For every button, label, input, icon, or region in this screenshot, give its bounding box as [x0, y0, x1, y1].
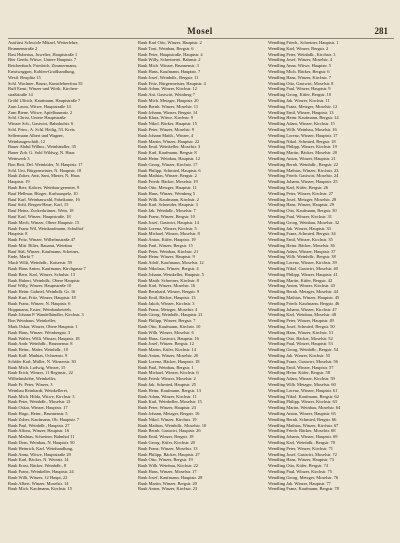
directory-entry: Wendling Jak. Winzer, Hauptstr. 33: [268, 225, 331, 231]
directory-entry: Rauh Josef, Winzer, Bergstr. 12: [138, 341, 194, 347]
directory-entry: Wendling Mathias, Winzer, Hauptstr. 45: [268, 295, 340, 301]
directory-entry: Mach Willi, Weinhdlr., Kaiserstr. 59: [8, 260, 72, 266]
directory-entry: Rauh Friedr. Bäcker, Moselstr. 19: [138, 179, 198, 185]
directory-entry: Wendling Anton, Winzer, Kirchstr. 43: [268, 283, 335, 289]
directory-entry: Rauh Franz, Winzer, N. Hauptstr. 6: [8, 300, 71, 306]
directory-entry: Rauh Philipp, Bäcker, Hauptstr. 27: [138, 451, 200, 457]
directory-entry: Sellermann Albert und Wagner,: [8, 132, 64, 138]
directory-entry: Rauf Karl, Winzer, Hauptstraße, 18: [8, 213, 71, 219]
directory-entry: Rauh Hans Anton, Kaufmann, Kirchgasse 7: [8, 266, 86, 272]
directory-entry: Rauh Peter, Weinbau, Kirchstr. 21: [138, 248, 199, 254]
directory-entry: Rauh Martin, Winzer, Bergstr. 20: [138, 480, 197, 486]
directory-entry: Rauh Fr. Peter, Winzer, 3: [8, 382, 53, 388]
directory-entry: Rauh Dom, Weinbau, N. Hauptstr. 50: [8, 439, 75, 445]
directory-entry: Rauh Mitt. Bilter, Bauamt, Weinbau: [8, 242, 72, 248]
directory-entry: Rauh Heinr. Kaufmann, Bergstr. 13: [138, 387, 201, 393]
directory-entry: Rauh Adam, Winzer, Kirchstr. 12: [138, 86, 197, 92]
directory-entry: Wendling Josef, Winzer, Moselstr. 4: [268, 57, 332, 63]
directory-entry: Rauh Wilh. Weinbau, Kirchstr. 22: [138, 463, 198, 469]
directory-entry: Wendling Karl, Weinhdlr., Bergstr. 70: [268, 439, 335, 445]
directory-entry: Wendling Lorenz, Winzer, Hauptstr. 17: [268, 132, 338, 138]
directory-entry: Ruff Ernst, Winzer und Wirth, Kirchen-: [8, 86, 79, 92]
directory-entry: Wendling Emil, Winzer, Hauptstr. 57: [268, 364, 334, 370]
directory-entry: Rauh Karl, Kaufmann, Bergstr. 8: [138, 150, 197, 156]
directory-entry: Rauh Wilh. Winzer, Moselstr. 6: [138, 329, 194, 335]
directory-entry: Weinbaugeschäft, 12: [8, 138, 46, 144]
directory-entry: Wendling Karl, Weinbau, Moselstr. 48: [268, 312, 336, 318]
directory-entry: Rauh Wilh. Kaufmann, Kirchstr. 2: [138, 196, 199, 202]
directory-entry: Rauh Anton, Winzer, Moselstr. 20: [138, 353, 199, 359]
directory-entry: Rauh Adam, Winzer, Kirchstr. 11: [138, 393, 197, 399]
directory-entry: Schl. Wachner, Bruno, Kunstlehrerfrau 55: [8, 80, 83, 86]
directory-entry: Rauh Klara, Witwe, Kirchstr. 9: [138, 115, 193, 121]
directory-entry: Wendling Peter, Winzer, Hauptstr. 49: [268, 318, 334, 324]
column-1: [8, 40, 134, 537]
directory-entry: Rauf Karl, Weinbauwald, Fabrikante, 16: [8, 196, 80, 202]
directory-entry: Rauh Lorenz, Bäcker, Hauptstr. 18: [138, 358, 200, 364]
directory-entry: Ernstwaggon, Kohlen-Großhandlung,: [8, 68, 75, 74]
directory-entry: Rauh Emil, Bäcker, Hauptstr. 13: [138, 295, 196, 301]
directory-entry: Rauh Philipp, Winzer, Bergstr. 7: [138, 318, 196, 324]
directory-entry: Rauh Michael, Winzer, Moselstr. 8: [138, 231, 200, 237]
directory-entry: Rauh Hubert, Weinhdlr., Obere Hauptstr.: [8, 277, 81, 283]
directory-entry: Wendling Anton, Winzer, Hauptstr. 21: [268, 155, 336, 161]
directory-entry: Wendling Lorenz, Winzer, Hauptstr. 61: [268, 387, 338, 393]
directory-entry: Westl. Beuplitz 15: [8, 74, 41, 80]
directory-entry: Wendling Adam, Winzer, Kirchstr. 15: [268, 121, 335, 127]
directory-entry: Rauh Franz, Weinkeller, Hauptstr. 24: [8, 468, 74, 474]
directory-entry: Rauh Mathias, Schreiner, Bahnhof 11: [8, 434, 75, 440]
page-title: Mosel: [187, 26, 213, 36]
directory-entry: Rauh Mich. Metzger, Hauptstr. 20: [138, 97, 199, 103]
directory-entry: Wendling Peter, Winzer, Kirchstr. 27: [268, 190, 334, 196]
directory-entry: Hoppmann, Erster, Weinbaubetrieb,: [8, 306, 72, 312]
directory-entry: Rauh Albert, Winzer, Moselstr. 14: [8, 480, 69, 486]
directory-entry: Rauh Mich. Kaufmann, Kirchstr. 15: [8, 486, 72, 492]
directory-entry: Rauh Martin, Winzer, Hauptstr. 22: [138, 138, 200, 144]
column-3: [268, 40, 394, 537]
directory-entry: Wendling Mathias, Winzer, Kirchstr. 23: [268, 167, 339, 173]
directory-entry: Rauh Ant. Gastwirt, Weinberg 7: [138, 92, 195, 98]
directory-entry: Brunnenstraße 2: [8, 45, 38, 51]
directory-entry: Rauh Johann, Metzger, Bergstr. 16: [138, 411, 200, 416]
directory-entry: Rauh Kurt, Fritz, Winzer, Hauptstr. 18: [8, 295, 76, 301]
directory-entry: Wendling Anton, Winzer, Hauptstr. 65: [268, 411, 336, 416]
directory-entry: Rauh Josef, Weinhdlr., Bergstr. 11: [138, 74, 199, 80]
page-header: [8, 26, 392, 38]
directory-entry: Rauh Anna, Witwe, Hauptstraße 20: [8, 451, 71, 457]
directory-entry: Wendling Nikol. Kaufmann, Bergstr. 62: [268, 393, 339, 399]
directory-entry: Wendling Hans, Winzer, Hauptstr. 29: [268, 202, 335, 208]
directory-entry: Rauh Peter, Weinhdlr., Moselstr. 21: [8, 399, 71, 405]
directory-entry: Wendling Philipp, Winzer, Kirchstr. 63: [268, 399, 337, 405]
directory-entry: Wendling Philipp, Winzer, Hauptstr. 41: [268, 271, 338, 277]
directory-entry: Rauh Johann, Winzer, Bergstr. 14: [138, 109, 198, 115]
directory-entry: Winzer Sch., Gastwirt, Bahnhofstr. 6: [8, 121, 74, 127]
directory-entry: Rauh Johann, Weinkeller, Hauptstr. 5: [138, 271, 204, 277]
directory-entry: straßstraße 14: [8, 92, 33, 98]
directory-entry: Wendling Franz, Gastwirt, Moselstr. 56: [268, 358, 338, 364]
directory-entry: Rauh Peter, Winzer, Moselstr. 9: [138, 126, 195, 132]
directory-entry: Rauh Johann Matth., Winzer, 4: [138, 132, 194, 138]
directory-entry: Rauh Bernh. Gastwirt, Hauptstr. 26: [138, 428, 201, 434]
directory-entry: Rauh Paul, Weinhdlr., Hauptstr. 27: [8, 422, 70, 428]
directory-entry: Rauh Nikol. Winzer, Kirchstr. 19: [138, 416, 197, 422]
directory-entry: Rauh Philipp, Schmied, Hauptstr. 6: [138, 167, 201, 173]
directory-entry: Rauh Paul, Winzer, Bergstr. 15: [138, 242, 193, 248]
header-rule: [8, 38, 394, 39]
directory-entry: Rauh Franz, Winzer, Moselstr. 13: [138, 445, 198, 451]
directory-entry: Wendling Friedr. Kaufmann, Bergstr. 46: [268, 300, 340, 306]
directory-entry: Rauh Heinr., Maler, Weinhdlr., 10: [8, 347, 68, 353]
directory-entry: Rauh Kaff. Mathias, Ochsenstr. 9: [8, 353, 68, 359]
directory-entry: Bon Weinhaus, Weinkeller,: [8, 318, 57, 324]
directory-entry: Wendling Adam, Winzer, Hauptstr. 37: [268, 248, 336, 254]
directory-entry: Wendling Paul, Winzer, Hauptstr. 53: [268, 341, 333, 347]
directory-entry: Wendling Jak. Winzer, Hauptstr. 77: [268, 480, 331, 486]
directory-entry: Rauh Bern. Karl, Winzer, Schulstr. 13: [8, 271, 76, 277]
directory-entry: Reichenbach, Friedrich, Zimmermann,: [8, 63, 77, 69]
directory-entry: Mark Oskar, Winzer, Obere Hauptstr. 1: [8, 324, 78, 330]
directory-entry: Rauh Adolf, Kaufmann, Moselstr. 12: [138, 260, 204, 266]
directory-entry: Rauh Lorenz, Winzer, Kirchstr. 5: [138, 225, 197, 231]
directory-entry: Bon Bert, Del. Weinküfer, N. Hauptstr. 17: [8, 161, 83, 167]
directory-entry: Rauf Willy, Winzer, Hauptstraße 10: [8, 283, 72, 289]
directory-entry: Zum Laura, Witwe, Hauptstraße 14: [8, 103, 71, 109]
directory-entry: Wendling Franz, Schmied, Bergstr. 34: [268, 231, 336, 237]
directory-entry: Rast Hubertus, Juwelier, Hauptstraße 1: [8, 51, 78, 57]
directory-entry: Rauh Josef, Kaufmann, Hauptstr. 28: [138, 474, 203, 480]
directory-entry: Rauh Erich, Winzer, 11 Reginstr., 22: [8, 370, 73, 376]
directory-entry: Rauh Anton, Winzer, Kirchstr. 23: [138, 486, 198, 492]
directory-entry: Wendling Wilh. Weinhdlr., Bergstr. 38: [268, 254, 336, 260]
column-2: [138, 40, 264, 537]
directory-entry: Wendling Peter, Winzer, Kirchstr. 71: [268, 445, 334, 451]
directory-entry: Rauh Mich. Hilda, Witwe, Kirchstr. 3: [8, 393, 75, 399]
directory-entry: Wendling Mathias, Winzer, Kirchstr. 67: [268, 422, 339, 428]
directory-entry: Wendling Martin, Weinbau, Moselstr. 64: [268, 405, 341, 411]
directory-entry: Wendling Mich. Bäcker, Bergstr. 6: [268, 68, 330, 74]
directory-entry: Rauf Hellmar, Bürger, Kurhauspelz, 10: [8, 190, 78, 196]
directory-entry: Rauh Heinr. Weinbau, Hauptstr. 12: [138, 155, 200, 161]
page-number: 281: [374, 26, 388, 36]
directory-entry: Wendling Nikol. Gastwirt, Moselstr. 40: [268, 266, 338, 272]
directory-entry: Wendling Friedr., Schreiner, Hauptstr. 1: [268, 40, 339, 45]
directory-entry: Rauh Heinr. Gabriel, Weinhdlr. Gr. 16: [8, 289, 76, 295]
directory-entry: Wendling Franz, Metzger, Moselstr. 12: [268, 103, 338, 109]
directory-entry: Wendling Bernh. Weinhdlr., Bergstr. 22: [268, 161, 338, 167]
directory-entry: Rauh Heinr. Winzer, Hauptstr. 9: [138, 254, 195, 260]
directory-entry: Rauh Jak. Schmied, Hauptstr. 25: [138, 382, 196, 388]
directory-entry: Rauh Peter, Winzer, Hauptstr. 23: [138, 405, 197, 411]
directory-entry: Wendling Wilh. Metzger, Moselstr. 60: [268, 382, 336, 388]
directory-entry: Rauh Mich. Ludwig, Winzer, 15: [8, 364, 66, 370]
directory-entry: Rauh Otto, Metzger, Hauptstr. 11: [138, 184, 197, 190]
directory-entry: Wendling Anna, Witwe, Hauptstr. 5: [268, 63, 332, 69]
directory-entry: Rauh Bernh. Winzer, Moselstr. 11: [138, 103, 199, 109]
directory-entry: Rauh Mich. Winzer, Brunnenstr. 3: [138, 63, 199, 69]
directory-entry: Rauh Willi, Winzer, 12 Haupt, 22: [8, 474, 68, 480]
directory-entry: Rauh Josef, Gastwirt, Hauptstr. 14: [138, 219, 199, 225]
directory-entry: Hauptstr. 19: [8, 179, 30, 185]
directory-entry: Rauh Willy, Schreinerei, Bahnstr. 2: [138, 57, 201, 63]
directory-entry: Wendling Johann, Winzer, Hauptstr. 25: [268, 179, 338, 185]
directory-entry: Wendling Heinr. Bäcker, Moselstr. 36: [268, 242, 335, 248]
directory-entry: Wendling Martin, Bäcker, Moselstr. 20: [268, 150, 337, 156]
directory-entry: Rauh Karl, Schneider, Hauptstr. 3: [138, 202, 198, 208]
directory-entry: Wendling Franz, Kaufmann, Bergstr. 78: [268, 486, 339, 492]
directory-entry: Rauh Alfons, Winzer, Hauptstr. 16: [8, 428, 69, 434]
directory-entry: Rauh Martin, Küfer, Kirchstr. 14: [138, 347, 196, 353]
directory-entry: Rauh Matth. Schreiner, Kirchstr. 8: [138, 277, 199, 283]
directory-entry: Wendling Georg, Weinbau, Moselstr. 32: [268, 219, 340, 225]
directory-entry: Rauh Jak. Weinhdlr., Moselstr. 7: [138, 208, 196, 214]
directory-entry: Wendling Emil, Winzer, Hauptstr. 13: [268, 109, 334, 115]
directory-entry: Wendling Heinr. Kaufmann, Bergstr. 14: [268, 115, 339, 121]
directory-entry: Rauh Peter, Hauptstraße, Hauptstr. 4: [138, 51, 203, 57]
directory-entry: Rauh Franz Wil, Weinkaufmann, Schulhof: [8, 225, 84, 231]
directory-entry: Rauh Karl, Weinkeller, Moselstr. 15: [138, 399, 202, 405]
directory-entry: Hauptstr. 8: [8, 231, 28, 237]
directory-entry: Wendling Paul, Winzer, Kirchstr. 75: [268, 468, 332, 474]
directory-entry: Wendling Otto, Kaufmann, Bergstr. 30: [268, 208, 337, 214]
directory-entry: Rauh Hugo, Heinr., Brunnenstr. 5: [8, 411, 68, 416]
directory-entry: Rauh Hans, Winzer, Weinbergstr. 3: [8, 329, 71, 335]
directory-entry: Wendling Nikol. Schmied, Bergstr. 18: [268, 138, 336, 144]
directory-entry: Wendling Paul, Winzer, Hauptstr. 9: [268, 86, 331, 92]
directory-entry: Gröbl Ulfrich, Kaufmann, Hauptstraße 7: [8, 97, 81, 103]
directory-entry: Rauh Bernhard, Winzer, Bergstr. 9: [138, 289, 200, 295]
directory-entry: Wendling Josef, Schmied, Bergstr. 50: [268, 324, 335, 330]
directory-entry: Wendling Karl, Winzer, Bergstr. 2: [268, 45, 329, 51]
directory-entry: Rauh Toni, Weinbau, Bergstr. 6: [138, 45, 194, 51]
directory-entry: Ende, Markt 7: [8, 254, 34, 260]
directory-entry: Rauh Otto, Kaufmann, Kirchstr. 10: [138, 324, 201, 330]
directory-entry: Wilhelmshöhe, Weinkeller,: [8, 376, 57, 382]
directory-entry: Rauh Mech, Winzer, Obere Hauptstr. 15: [8, 219, 80, 225]
directory-entry: Rauf Sohl, Bergen-Haue, Karl, 15: [8, 202, 69, 208]
directory-entry: Rauh Ernst, Bäcker, Weinhdlr., 8: [8, 463, 67, 469]
directory-entry: Wendling Johann, Winzer, Kirchstr. 47: [268, 306, 337, 312]
directory-entry: Rauh Oskar, Winzer, Hauptstr. 17: [8, 405, 68, 411]
directory-entry: Weinbau Reinhardt, Weinkellerei,: [8, 387, 68, 393]
directory-entry: Rauh Georg, Küfer, Kirchstr. 20: [138, 439, 195, 445]
directory-entry: Zum Biene, Witwe, Apfelbaumstr. 2: [8, 109, 73, 115]
directory-entry: Ausfürst Schwörle Mikael, Weiterlehre,: [8, 40, 79, 45]
directory-entry: Rauh Zuker, Amt, Sant, Minter, N. Haus: [8, 173, 80, 179]
directory-entry: Wendling Friedr. Bäcker, Moselstr. 68: [268, 428, 336, 434]
directory-entry: Wendling Josef, Gastwirt, Moselstr. 72: [268, 451, 337, 457]
directory-entry: Wendling Philipp, Winzer, Kirchstr. 19: [268, 144, 337, 150]
directory-columns: [8, 40, 394, 537]
directory-entry: Rauh Emil, Weinkeller, Moselstr. 3: [138, 144, 201, 150]
directory-entry: Wendling Peter, Weinhdlr., Kirchstr. 3: [268, 51, 336, 57]
directory-entry: Bauer Zoh. G. Sohl Wildwg, N. Haus: [8, 150, 75, 156]
directory-entry: Rauh Franz, Metzger, Moselstr. 4: [138, 306, 198, 312]
directory-entry: Wendling Otto, Bäcker, Moselstr. 52: [268, 335, 333, 341]
directory-entry: Rauh Franz, Winzer, Bergstr. 10: [138, 213, 195, 219]
directory-entry: Bier Gerda, Witwe, Untere Hauptstr. 7: [8, 57, 77, 63]
directory-entry: Wendling Friedr. Gastwirt, Moselstr. 24: [268, 173, 339, 179]
directory-entry: Rauh Jakob, Winzer, Kirchstr. 3: [138, 300, 195, 306]
directory-entry: Wendling Bernh. Metzger, Moselstr. 44: [268, 289, 338, 295]
directory-entry: Rauh Anton, Küfer, Hauptstr. 19: [138, 237, 196, 243]
directory-entry: Wendling Heinr. Küfer, Bergstr. 58: [268, 370, 330, 376]
directory-entry: Rauh Karl, Winzer, Moselstr. 16: [138, 283, 196, 289]
directory-entry: Rauh Johann P. Wandelhändler, Kirchstr. 3: [8, 312, 84, 318]
directory-entry: Rauh Mathias, Weinhdlr., Moselstr. 10: [138, 422, 207, 428]
directory-entry: Rauh Nikolaus, Winzer, Bergstr. 4: [138, 266, 199, 272]
directory-entry: Rauh Walter, Willi, Winzer, Hauptstr. 18: [8, 335, 80, 341]
directory-entry: Weinwerk 3: [8, 155, 30, 161]
directory-entry: Schäfer Karl, Müller, N. Winzerstr. 30: [8, 358, 76, 364]
directory-entry: Rauh Fritz, Winzer, Wilhelmstraße 47: [8, 237, 76, 243]
directory-entry: Wendling Otto, Küfer, Bergstr. 74: [268, 463, 328, 469]
directory-entry: Wendling Jak. Winzer, Kirchstr. 55: [268, 353, 331, 359]
directory-entry: Wendling Adam, Winzer, Kirchstr. 59: [268, 376, 335, 382]
directory-entry: Rauh Hans, Winzer, Moselstr. 17: [138, 468, 197, 474]
directory-entry: Wendling Martin, Küfer, Bergstr. 42: [268, 277, 333, 283]
directory-entry: Rauh Fritz, Bürgermeister, Hauptstr. 4: [138, 80, 206, 86]
directory-entry: Rauh Hans, Gastwirt, Hauptstr. 16: [138, 335, 199, 341]
directory-entry: Rauh Georg, Weinhdlr., Hauptstr. 21: [138, 312, 203, 318]
directory-entry: Schl. Christ, Untere Hauptstraße: [8, 115, 66, 121]
directory-entry: Schl. Prim., A. Schl. Heilig, 53. Kreis: [8, 126, 75, 132]
directory-entry: Wendling Josef, Metzger, Moselstr. 28: [268, 196, 337, 202]
directory-entry: Wendling Jak. Winzer, Kirchstr. 11: [268, 97, 330, 103]
directory-entry: Rauh Georg, Winzer, Kirchstr. 17: [138, 161, 198, 167]
directory-entry: Wendling Bernh. Schmied, Bergstr. 66: [268, 416, 337, 422]
directory-entry: Rauh Zuber, Kaufmann, Ob. Hauptstr. 7: [8, 416, 80, 422]
directory-entry: Rauh Karl, Bäcker, N. Weinstr. 14: [8, 457, 69, 463]
directory-entry: Rauh Andr. Weinhdlr., Brunnenstr. 8: [8, 341, 73, 347]
directory-entry: Rauh Mathias, Winzer, Bergstr. 2: [138, 173, 197, 179]
directory-entry: Wendling Georg, Metzger, Moselstr. 76: [268, 474, 339, 480]
directory-entry: Schl. Uni, Bürgermeister, N. Hauptstr. 18: [8, 167, 82, 173]
directory-entry: Wendling Hans, Winzer, Kirchstr. 51: [268, 329, 334, 335]
directory-entry: Rauh Paul, Weinbau, Bergstr. 1: [138, 364, 194, 370]
directory-entry: Wendling Emil, Winzer, Kirchstr. 35: [268, 237, 333, 243]
directory-entry: Wendling Otto, Gastwirt, Moselstr. 8: [268, 80, 334, 86]
directory-entry: Rauh Hans, Winzer, Weinberg 5: [138, 190, 195, 196]
directory-entry: Rauh Otto, Winzer, Bergstr. 19: [138, 457, 193, 463]
directory-entry: Bauer Abdul Wilhm., Weinhändler, 35: [8, 144, 76, 150]
directory-entry: Wendling Georg, Weinhdlr., Bergstr. 54: [268, 347, 339, 353]
directory-entry: Rauf Heinz, Zuckerkrämer, Wein, 18: [8, 208, 74, 214]
directory-entry: Wendling Johann, Winzer, Hauptstr. 69: [268, 434, 338, 440]
directory-entry: Rauh Emil, Winzer, Bergstr. 18: [138, 434, 194, 440]
directory-entry: Wendling Wilh. Weinbau, Moselstr. 16: [268, 126, 337, 132]
directory-entry: Rauh Hans, Kaufmann, Hauptstr. 7: [138, 68, 201, 74]
directory-entry: Rauh Michael, Winzer, Kirchstr. 6: [138, 370, 199, 376]
directory-entry: Wendling Hans, Winzer, Kirchstr. 7: [268, 74, 332, 80]
directory-entry: Wendling Karl, Küfer, Bergstr. 26: [268, 184, 328, 190]
directory-entry: Wendling Hans, Winzer, Hauptstr. 73: [268, 457, 335, 463]
directory-entry: Wendling Georg, Küfer, Bergstr. 10: [268, 92, 332, 98]
directory-entry: Wendling Paul, Winzer, Kirchstr. 31: [268, 213, 332, 219]
directory-entry: Rauh Rerr, Kalwer, Weinbau-gerenter, 9: [8, 184, 80, 190]
directory-entry: Rauh Nikol. Bäcker, Hauptstr. 15: [138, 121, 197, 127]
directory-entry: Wendling Lorenz, Winzer, Kirchstr. 39: [268, 260, 337, 266]
directory-entry: Rauh Friedr. Winzer, Moselstr. 2: [138, 376, 196, 382]
directory-entry: Rauh Karl Otto, Winzer, Hauptstr. 2: [138, 40, 202, 45]
directory-entry: Rauh Heinrich, Karl, Weinhandlung,: [8, 445, 74, 451]
directory-entry: Rauf Süß, Winzer, Kaufmann, Scheines,: [8, 248, 80, 254]
